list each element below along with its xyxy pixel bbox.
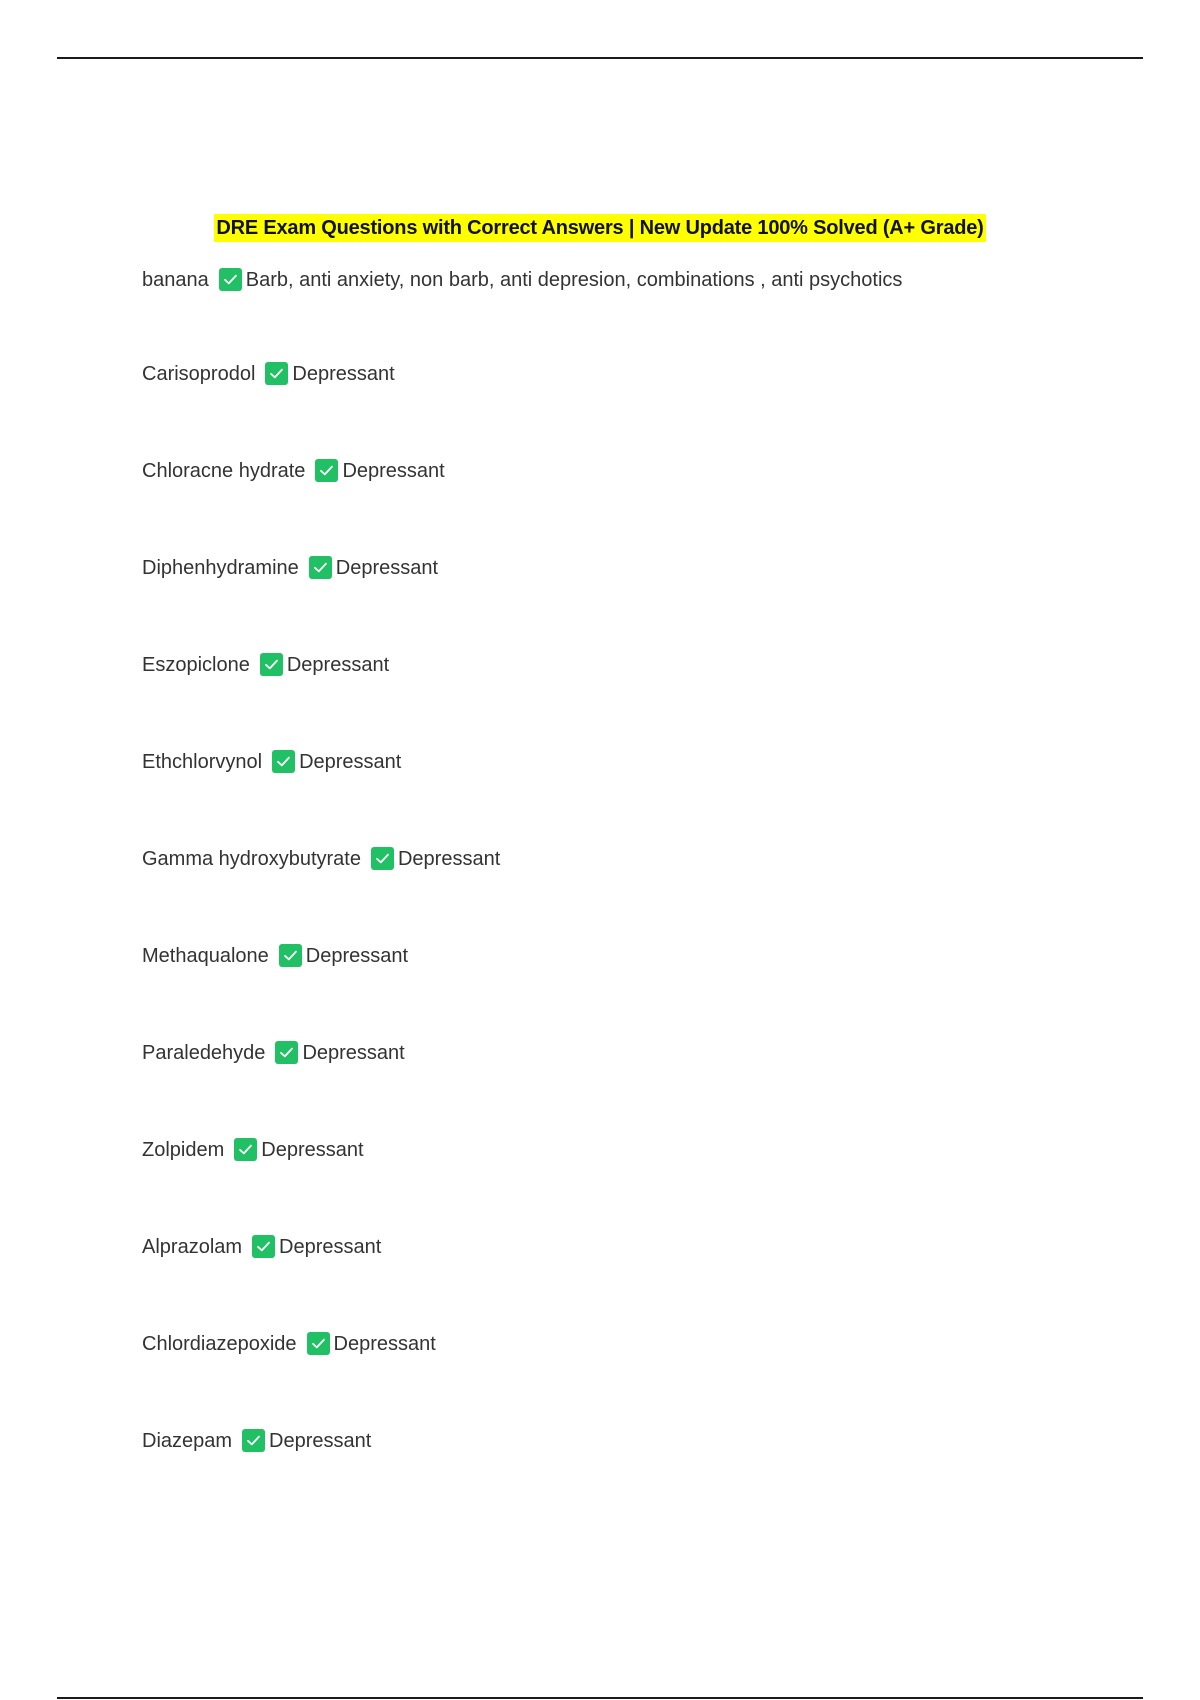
- list-item: [142, 1037, 1142, 1134]
- question-term: Chlordiazepoxide: [142, 1333, 297, 1355]
- green-checkmark-icon: [279, 944, 302, 967]
- title-block: [0, 214, 1200, 242]
- green-checkmark-icon: [242, 1429, 265, 1452]
- answer-text: Depressant: [269, 1430, 372, 1452]
- question-term: Methaqualone: [142, 945, 269, 967]
- green-checkmark-icon: [371, 847, 394, 870]
- green-checkmark-icon: [265, 362, 288, 385]
- question-term: Alprazolam: [142, 1236, 243, 1258]
- list-item: [142, 264, 1142, 358]
- green-checkmark-icon: [260, 653, 283, 676]
- question-term: Zolpidem: [142, 1139, 225, 1161]
- answer-text: Depressant: [342, 460, 445, 482]
- green-checkmark-icon: [219, 268, 242, 291]
- answer-text: Depressant: [397, 848, 501, 870]
- answer-text: Depressant: [302, 1042, 405, 1064]
- green-checkmark-icon: [275, 1041, 298, 1064]
- question-term: Diazepam: [142, 1430, 233, 1452]
- bottom-rule: [57, 1697, 1143, 1699]
- list-item: [142, 455, 1142, 552]
- answer-text: Depressant: [286, 654, 390, 676]
- list-item: [142, 940, 1142, 1037]
- question-term: Carisoprodol: [142, 363, 256, 385]
- question-term: banana: [142, 269, 209, 291]
- qa-list: [142, 264, 1142, 1522]
- answer-text: Depressant: [279, 1236, 382, 1258]
- list-item: [142, 1328, 1142, 1425]
- top-rule: [57, 57, 1143, 59]
- question-term: Diphenhydramine: [142, 557, 299, 579]
- list-item: [142, 358, 1142, 455]
- question-term: Paraledehyde: [142, 1042, 266, 1064]
- answer-text: Depressant: [261, 1139, 364, 1161]
- document-title: DRE Exam Questions with Correct Answers | New Update 100% Solved (A+ Grade): [214, 214, 985, 242]
- list-item: [142, 1134, 1142, 1231]
- list-item: [142, 1425, 1142, 1522]
- answer-text: Depressant: [292, 363, 395, 385]
- answer-text: Depressant: [299, 751, 402, 773]
- list-item: [142, 1231, 1142, 1328]
- list-item: [142, 843, 1142, 940]
- answer-text: Depressant: [305, 945, 409, 967]
- green-checkmark-icon: [315, 459, 338, 482]
- green-checkmark-icon: [309, 556, 332, 579]
- list-item: [142, 552, 1142, 649]
- answer-text: Barb, anti anxiety, non barb, anti depresion, combinations , anti psychotics: [245, 269, 903, 291]
- green-checkmark-icon: [272, 750, 295, 773]
- green-checkmark-icon: [252, 1235, 275, 1258]
- question-term: Eszopiclone: [142, 654, 250, 676]
- question-term: Ethchlorvynol: [142, 751, 263, 773]
- green-checkmark-icon: [307, 1332, 330, 1355]
- list-item: [142, 746, 1142, 843]
- answer-text: Depressant: [335, 557, 439, 579]
- list-item: [142, 649, 1142, 746]
- question-term: Chloracne hydrate: [142, 460, 306, 482]
- green-checkmark-icon: [234, 1138, 257, 1161]
- answer-text: Depressant: [333, 1333, 436, 1355]
- question-term: Gamma hydroxybutyrate: [142, 848, 361, 870]
